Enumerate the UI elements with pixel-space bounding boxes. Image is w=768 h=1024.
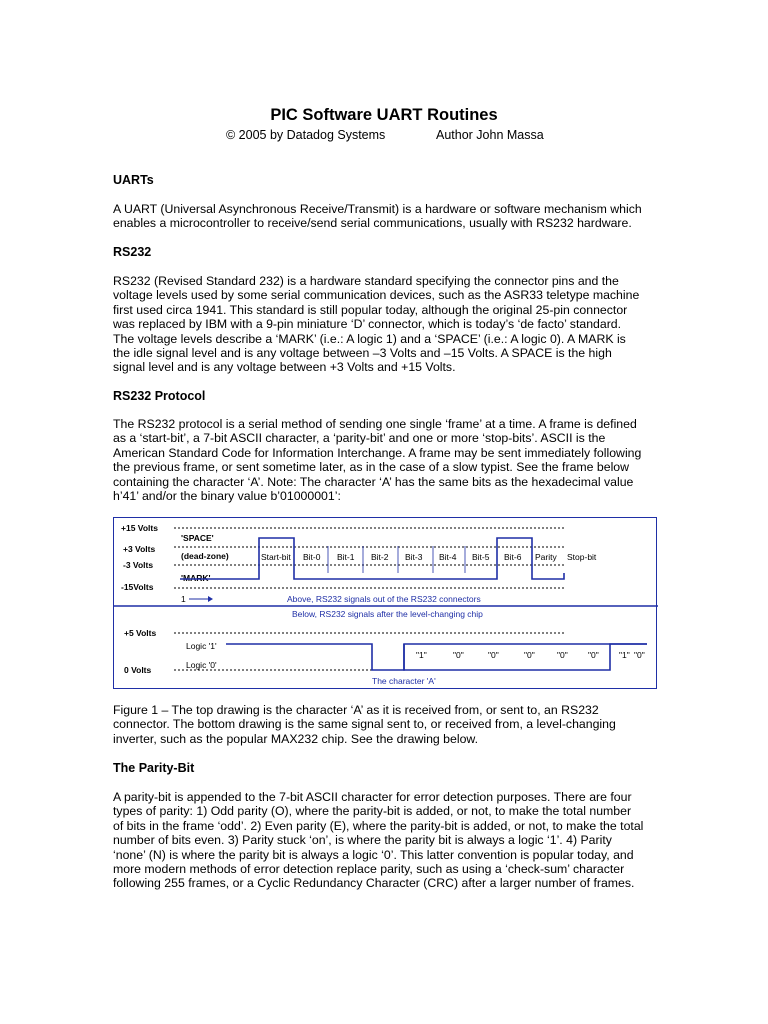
bit-value: "0" (634, 650, 645, 660)
label-minus15v: -15Volts (121, 582, 154, 592)
bit-value: "1" (619, 650, 630, 660)
label-deadzone: (dead-zone) (181, 551, 229, 561)
section-heading-uarts: UARTs (113, 173, 154, 187)
text-line: signal level and is any voltage between +3 Volts and +15 Volts. (113, 360, 456, 375)
text-line: A parity-bit is appended to the 7-bit ASCII character for error detection purposes. There are four (113, 790, 632, 804)
top-caption: Above, RS232 signals out of the RS232 connectors (287, 594, 481, 604)
section-heading-rs232: RS232 (113, 245, 152, 259)
text-line: ‘none’ (N) is where the parity bit is always a logic ‘0’. This latter convention is popular today, and (113, 847, 634, 862)
text-line: types of parity: 1) Odd parity (O), where the parity-bit is added, or not, to make the total number (113, 804, 632, 819)
text-line: The RS232 protocol is a serial method of sending one single ‘frame’ at a time. A frame is defined (113, 417, 637, 431)
bit-value: "0" (524, 650, 535, 660)
text-line: as a ‘start-bit’, a 7-bit ASCII character, a ‘parity-bit’ and one or more ‘stop-bits’. ASCII is the (113, 431, 606, 446)
text-line: the previous frame, or sent sometime later, as in the case of a slow typist. See the frame below (113, 460, 630, 475)
section-body-rs232 (113, 274, 658, 375)
bit-label-6: Bit-6 (504, 552, 522, 562)
bit-label-4: Bit-4 (439, 552, 457, 562)
label-space: 'SPACE' (181, 533, 214, 543)
document-title: PIC Software UART Routines (270, 106, 498, 124)
text-line: American Standard Code for Information Interchange. A frame may be sent immediately following (113, 445, 642, 460)
text-line: inverter, such as the popular MAX232 chip. See the drawing below. (113, 731, 479, 746)
section-body-rs232-protocol (113, 417, 658, 503)
bottom-caption: Below, RS232 signals after the level-changing chip (292, 609, 483, 619)
arrow-right-icon (208, 596, 213, 602)
bit-label-2: Bit-2 (371, 552, 389, 562)
bit-label-5: Bit-5 (472, 552, 490, 562)
text-line: enables a microcontroller to receive/send serial communications, usually with RS232 hardware. (113, 216, 632, 231)
text-line: number of bits even. 3) Parity stuck ‘on’, is where the parity bit is always a logic ‘1’. 4) Parity (113, 833, 612, 848)
label-plus3v: +3 Volts (123, 544, 156, 554)
bit-value: "1" (416, 650, 427, 660)
bit-value: "0" (557, 650, 568, 660)
section-body-uarts (113, 202, 658, 231)
text-line: h’41’ and/or the binary value b’01000001’: (113, 489, 341, 504)
label-plus15v: +15 Volts (121, 523, 158, 533)
bit-label-0: Bit-0 (303, 552, 321, 562)
text-line: RS232 (Revised Standard 232) is a hardware standard specifying the connector pins and the (113, 274, 619, 288)
label-zero-volts: 0 Volts (124, 665, 152, 675)
rs232-frame-figure (113, 517, 657, 689)
text-line: A UART (Universal Asynchronous Receive/Transmit) is a hardware or software mechanism which (113, 202, 642, 216)
text-line: first used circa 1941. This standard is still popular today, although the original 25-pin connector (113, 302, 628, 317)
text-line: Figure 1 – The top drawing is the character ‘A’ as it is received from, or sent to, an RS232 (113, 703, 599, 717)
bit-label-3: Bit-3 (405, 552, 423, 562)
text-line: following 255 frames, or a Cyclic Redundancy Character (CRC) after a larger number of frames. (113, 876, 635, 891)
text-line: was replaced by IBM with a 9-pin miniature ‘D’ connector, which is today’s ‘de facto’ standard. (113, 317, 622, 332)
bit-value: "0" (588, 650, 599, 660)
label-logic0: Logic '0' (186, 660, 217, 670)
label-mark: 'MARK' (181, 573, 211, 583)
bit-label-parity: Parity (535, 552, 557, 562)
section-heading-parity-bit: The Parity-Bit (113, 761, 195, 775)
bit-label-1: Bit-1 (337, 552, 355, 562)
text-line: The voltage levels describe a ‘MARK’ (i.e.: A logic 1) and a ‘SPACE’ (i.e.: A logic 0). A MARK is (113, 331, 626, 346)
section-body-parity-bit (113, 790, 658, 891)
bit-label-stop: Stop-bit (567, 552, 597, 562)
text-line: connector. The bottom drawing is the same signal sent to, or received from, a level-changing (113, 717, 616, 732)
label-one: 1 (181, 594, 186, 604)
label-minus3v: -3 Volts (123, 560, 154, 570)
bit-value: "0" (488, 650, 499, 660)
label-logic1: Logic '1' (186, 641, 217, 651)
text-line: voltage levels used by some serial communication devices, such as the ASR33 teletype machine (113, 288, 640, 303)
text-line: more modern methods of error detection replace parity, such as using a ‘check-sum’ character (113, 862, 625, 877)
char-caption: The character 'A' (372, 676, 436, 686)
text-line: of bits in the frame ‘odd’. 2) Even parity (E), where the parity-bit is added, or not, to make the total (113, 818, 644, 833)
label-plus5v: +5 Volts (124, 628, 157, 638)
bit-value: "0" (453, 650, 464, 660)
author-line: Author John Massa (436, 128, 544, 142)
text-line: containing the character ‘A’. Note: The character ‘A’ has the same bits as the hexadecimal value (113, 474, 634, 489)
bit-label-start: Start-bit (261, 552, 291, 562)
rs232-timing-diagram (114, 518, 658, 690)
copyright-line: © 2005 by Datadog Systems (226, 128, 386, 142)
text-line: the idle signal level and is any voltage between –3 Volts and –15 Volts. A SPACE is the high (113, 346, 612, 361)
section-heading-rs232-protocol: RS232 Protocol (113, 389, 206, 403)
ttl-waveform-a (226, 644, 647, 670)
figure-caption (113, 703, 658, 746)
